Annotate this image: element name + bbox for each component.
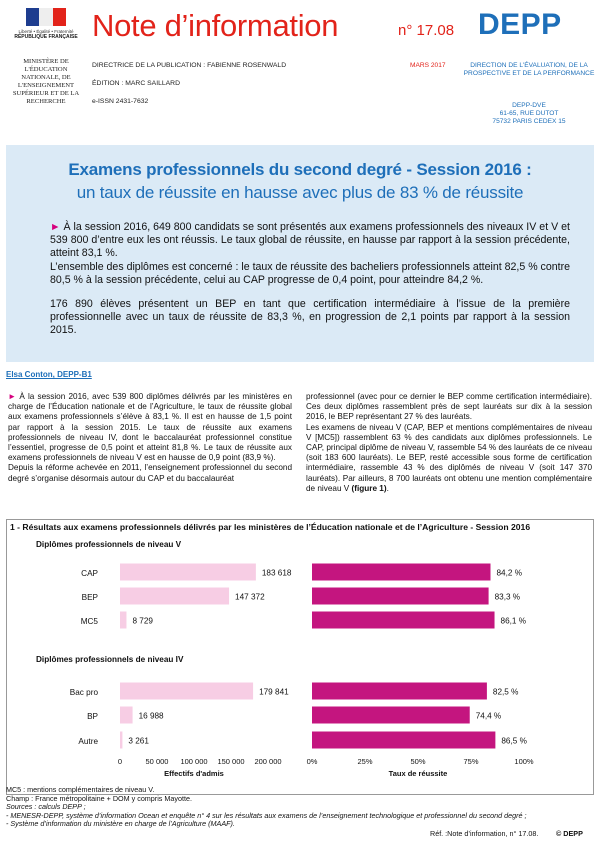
page-title: Note d’information xyxy=(92,8,339,43)
author-byline: Elsa Conton, DEPP-B1 xyxy=(6,370,92,379)
taux-tick-label: 25% xyxy=(357,757,373,766)
address-line-3: 75732 PARIS CEDEX 15 xyxy=(492,118,566,125)
taux-tick-label: 0% xyxy=(306,757,318,766)
admis-tick-label: 50 000 xyxy=(145,757,169,766)
summary-subtitle: un taux de réussite en hausse avec plus de 83 % de réussite xyxy=(76,183,524,202)
admis-value-label: 183 618 xyxy=(261,568,292,578)
note-mc5: MC5 : mentions complémentaires de niveau V. xyxy=(6,785,155,794)
admis-tick-label: 0 xyxy=(117,757,123,766)
taux-bar xyxy=(312,732,495,749)
summary-title: Examens professionnels du second degré - Session 2016 : xyxy=(68,160,532,179)
category-label: MC5 xyxy=(80,617,98,626)
summary-paragraph-1: ► À la session 2016, 649 800 candidats se sont présentés aux examens professionnels des niveaux IV et V et 539 800 d’entre eux les ont réussis. Le taux global de réussite, en hausse par rapport à la session précédente, atteint 83,1 %. xyxy=(50,221,570,260)
taux-value-label: 86,1 % xyxy=(500,616,527,626)
taux-bar xyxy=(312,612,495,629)
logo-motto: Liberté • Égalité • Fraternité xyxy=(18,29,74,34)
admis-value-label: 3 261 xyxy=(128,736,149,746)
edition: ÉDITION : MARC SAILLARD xyxy=(92,80,180,87)
taux-bar xyxy=(312,588,489,605)
logo-republique: RÉPUBLIQUE FRANÇAISE xyxy=(14,34,78,40)
taux-value-label: 82,5 % xyxy=(492,687,519,697)
copyright: © DEPP xyxy=(556,829,583,838)
admis-value-label: 16 988 xyxy=(138,711,164,721)
admis-bar xyxy=(120,564,256,581)
admis-bar xyxy=(120,707,133,724)
publication-date: MARS 2017 xyxy=(410,62,446,69)
note-sources: Sources : calculs DEPP ; xyxy=(6,802,86,812)
taux-value-label: 86,5 % xyxy=(501,736,527,746)
admis-value-label: 147 372 xyxy=(235,592,265,602)
admis-tick-label: 200 000 xyxy=(254,757,282,766)
note-source-maaf: - Système d’information du ministère en charge de l’Agriculture (MAAF). xyxy=(6,819,235,829)
summary-paragraph-3: 176 890 élèves présentent un BEP en tant que certification intermédiaire à l’issue de la première professionnelle avec un taux de réussite de 83,3 %, en progression de 2,1 points par rapport à la session 2015. xyxy=(50,298,570,337)
admis-value-label: 179 841 xyxy=(259,687,289,697)
taux-value-label: 74,4 % xyxy=(475,711,502,721)
taux-tick-label: 75% xyxy=(463,757,479,766)
figure-notes xyxy=(6,786,594,829)
taux-bar xyxy=(312,707,470,724)
taux-bar xyxy=(312,683,487,700)
address-line-2: 61-65, RUE DUTOT xyxy=(499,110,559,117)
taux-value-label: 84,2 % xyxy=(496,568,523,578)
admis-bar xyxy=(120,588,229,605)
issue-number: n° 17.08 xyxy=(398,22,455,39)
arrow-icon: ► xyxy=(8,392,17,401)
article-left-paragraph-2: Depuis la réforme achevée en 2011, l’enseignement professionnel du second degré s’organise désormais autour du CAP et du baccalauréat xyxy=(8,463,292,483)
depp-brand: DEPP xyxy=(478,8,562,41)
figure-reference-note: Réf. :Note d’information, n° 17.08. xyxy=(430,829,539,838)
category-label: Autre xyxy=(78,737,98,746)
ministry-name: MINISTÈRE DE L'ÉDUCATION NATIONALE, DE L'ENSEIGNEMENT SUPÉRIEUR ET DE LA RECHERCHE xyxy=(12,58,80,105)
group-title-niveau-v: Diplômes professionnels de niveau V xyxy=(36,540,182,549)
address-line-1: DEPP-DVE xyxy=(512,102,546,109)
admis-axis-title: Effectifs d'admis xyxy=(164,769,224,778)
article-right-paragraph-1: professionnel (avec pour ce dernier le BEP comme certification intermédiaire). Ces deux diplômes rassemblent près de sept lauréats sur dix à la session 2016, le BEP représentant 27 % des lauréats. xyxy=(306,392,592,422)
summary-paragraph-2: L’ensemble des diplômes est concerné : le taux de réussite des bacheliers professionnels atteint 82,5 % contre 80,5 % à la session précédente, celui au CAP progresse de 0,4 point, pour atteindre 84,2 %. xyxy=(50,260,570,286)
admis-bar xyxy=(120,612,126,629)
taux-tick-label: 100% xyxy=(514,757,534,766)
taux-value-label: 83,3 % xyxy=(494,592,521,602)
admis-tick-label: 100 000 xyxy=(180,757,208,766)
category-label: Bac pro xyxy=(69,688,98,697)
taux-axis-title: Taux de réussite xyxy=(388,769,448,778)
category-label: CAP xyxy=(81,569,98,578)
direction-name: DIRECTION DE L'ÉVALUATION, DE LA PROSPECTIVE ET DE LA PERFORMANCE xyxy=(463,62,595,77)
admis-bar xyxy=(120,732,122,749)
admis-value-label: 8 729 xyxy=(132,616,153,626)
admis-tick-label: 150 000 xyxy=(217,757,245,766)
taux-tick-label: 50% xyxy=(410,757,426,766)
note-champ: Champ : France métropolitaine + DOM y compris Mayotte. xyxy=(6,793,192,803)
taux-bar xyxy=(312,564,491,581)
group-title-niveau-iv: Diplômes professionnels de niveau IV xyxy=(36,655,184,664)
category-label: BEP xyxy=(81,593,98,602)
note-source-menesr: - MENESR-DEPP, système d’information Ocean et enquête n° 4 sur les résultats aux examens de l’enseignement technologique et professionnel du second degré ; xyxy=(6,810,527,820)
figure-title: 1 - Résultats aux examens professionnels délivrés par les ministères de l’Éducation nationale et de l’Agriculture - Session 2016 xyxy=(10,522,531,532)
admis-bar xyxy=(120,683,253,700)
figure-reference: (figure 1) xyxy=(351,483,387,493)
publication-director: DIRECTRICE DE LA PUBLICATION : FABIENNE ROSENWALD xyxy=(92,62,287,69)
article-left-paragraph-1: ► À la session 2016, avec 539 800 diplômes délivrés par les ministères en charge de l’Éducation nationale et de l’Agriculture, le taux de réussite global aux examens professionnels s’élève à 83,1 %. Il est en hausse de 1,5 point par rapport à la session 2015. Le taux de réussite aux examens professionnels de niveau IV, dont le baccalauréat professionnel constitue l’essentiel, progresse de 0,5 point et atteint 81,8 %. Le taux de réussite aux examens professionnels de niveau V est en hausse de 0,9 point (83,9 %). xyxy=(8,392,292,463)
article-right-paragraph-2: Les examens de niveau V (CAP, BEP et mentions complémentaires de niveau V [MC5]) rassemblent 63 % des candidats aux diplômes professionnels. Le CAP, principal diplôme de niveau V, rassemble 54 % des lauréats de ce niveau (soit 183 600 lauréats). Le BEP, resté accessible sous forme de certification intermédiaire, rassemble 43 % des diplômés de niveau V (soit 147 370 lauréats). Par ailleurs, 8 700 lauréats ont obtenu une mention complémentaire de niveau V (figure 1). xyxy=(306,422,592,493)
category-label: BP xyxy=(87,712,98,721)
issn: e-ISSN 2431-7632 xyxy=(92,98,149,105)
arrow-icon: ► xyxy=(50,221,61,233)
